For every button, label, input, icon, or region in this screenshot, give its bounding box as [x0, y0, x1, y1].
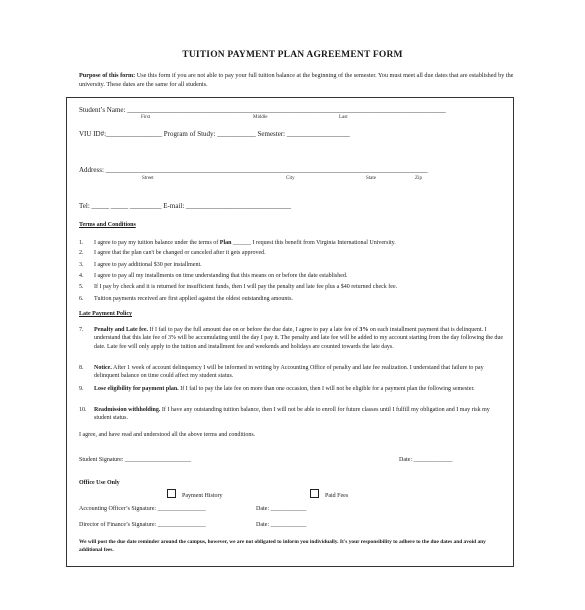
accounting-date-field[interactable]: Date: ____________: [256, 506, 307, 512]
address-city-caption: City: [286, 176, 295, 181]
payment-history-checkbox[interactable]: [167, 489, 176, 498]
late-policy-heading: Late Payment Policy: [79, 311, 132, 317]
form-title: TUITION PAYMENT PLAN AGREEMENT FORM: [182, 50, 403, 60]
address-state-caption: State: [366, 176, 376, 181]
director-signature-field[interactable]: Director of Finance’s Signature: ________________: [79, 522, 206, 528]
paid-fees-label: Paid Fees: [325, 493, 349, 499]
purpose-text: Use this form if you are not able to pay your full tuition balance at the beginning of the semester. You must meet all due dates that are established by the university. These dates are the same for all students.: [79, 72, 514, 88]
term-item: 4. I agree to pay all my installments on time understanding that this means on or before the date established.: [79, 273, 348, 279]
agreement-statement: I agree, and have read and understood all the above terms and conditions.: [79, 432, 256, 438]
term-item: 3. I agree to pay additional $30 per installment.: [79, 262, 202, 268]
student-name-field[interactable]: Student’s Name: ___________________________________________________________________________________________: [79, 106, 446, 114]
purpose-paragraph: [79, 71, 519, 89]
policy-item: 8. Notice. After 1 week of account delinquency I will be informed in writing by Accounting Office of penalty and late fee realization. I understand that failure to pay delinquent balance on time could affect my student status.: [79, 365, 484, 380]
terms-heading: Terms and Conditions: [79, 222, 136, 228]
term-item: 2. I agree that the plan can't be changed or canceled after it gets approved.: [79, 250, 266, 256]
term-item: 1. I agree to pay my tuition balance under the terms of Plan ______ I request this benefit from Virginia International University.: [79, 240, 396, 246]
policy-item: 7. Penalty and Late fee. If I fail to pay the full amount due on or before the due date, I agree to pay a late fee of 3% on each installment payment that is delinquent. I understand that this late fee of 3% will be accumulating until the day I pay it. The penalty and late fee will be added to my account starting from the day following the due date. Late fee will only apply to the tuition and installment fee and weekends and holidays are counted towards the late days.: [79, 327, 504, 350]
address-field[interactable]: Address: ____________________________________________________________________________________________: [79, 166, 428, 174]
director-date-field[interactable]: Date: ____________: [256, 522, 307, 528]
name-middle-caption: Middle: [253, 115, 268, 120]
paid-fees-checkbox[interactable]: [310, 489, 319, 498]
address-zip-caption: Zip: [415, 176, 422, 181]
address-street-caption: Street: [142, 176, 154, 181]
viu-program-semester-line[interactable]: VIU ID#:________________ Program of Study: ___________ Semester: __________________: [79, 130, 350, 138]
student-date-field[interactable]: Date: _____________: [399, 457, 453, 463]
term-item: 5. If I pay by check and it is returned for insufficient funds, then I will pay the penalty and late fee plus a $40 returned check fee.: [79, 284, 398, 290]
term-item: 6. Tuition payments received are first applied against the oldest outstanding amounts.: [79, 296, 293, 302]
name-last-caption: Last: [339, 115, 348, 120]
office-use-heading: Office Use Only: [79, 480, 120, 486]
tel-email-line[interactable]: Tel: _____ _____ _________ E-mail: ______________________________: [79, 202, 292, 210]
policy-item: 9. Lose eligibility for payment plan. If I fail to pay the late fee on more than one occasion, then I will not be eligible for a payment plan the following semester.: [79, 386, 475, 392]
payment-history-option[interactable]: [167, 489, 223, 499]
policy-item: 10. Readmission withholding. If I have any outstanding tuition balance, then I will not be able to enroll for future classes until I fulfill my obligation and I may risk my student status.: [79, 407, 490, 422]
purpose-label: Purpose of this form:: [79, 72, 136, 79]
accounting-signature-field[interactable]: Accounting Officer’s Signature: ________________: [79, 506, 206, 512]
paid-fees-option[interactable]: [310, 489, 348, 499]
name-first-caption: First: [141, 115, 151, 120]
payment-history-label: Payment History: [182, 493, 223, 499]
footer-note: We will post the due date reminder around the campus, however, we are not obligated to inform you individually. It's your responsibility to adhere to the due dates and avoid any additional fees.: [79, 539, 486, 553]
student-signature-field[interactable]: Student Signature: ______________________: [79, 457, 191, 463]
